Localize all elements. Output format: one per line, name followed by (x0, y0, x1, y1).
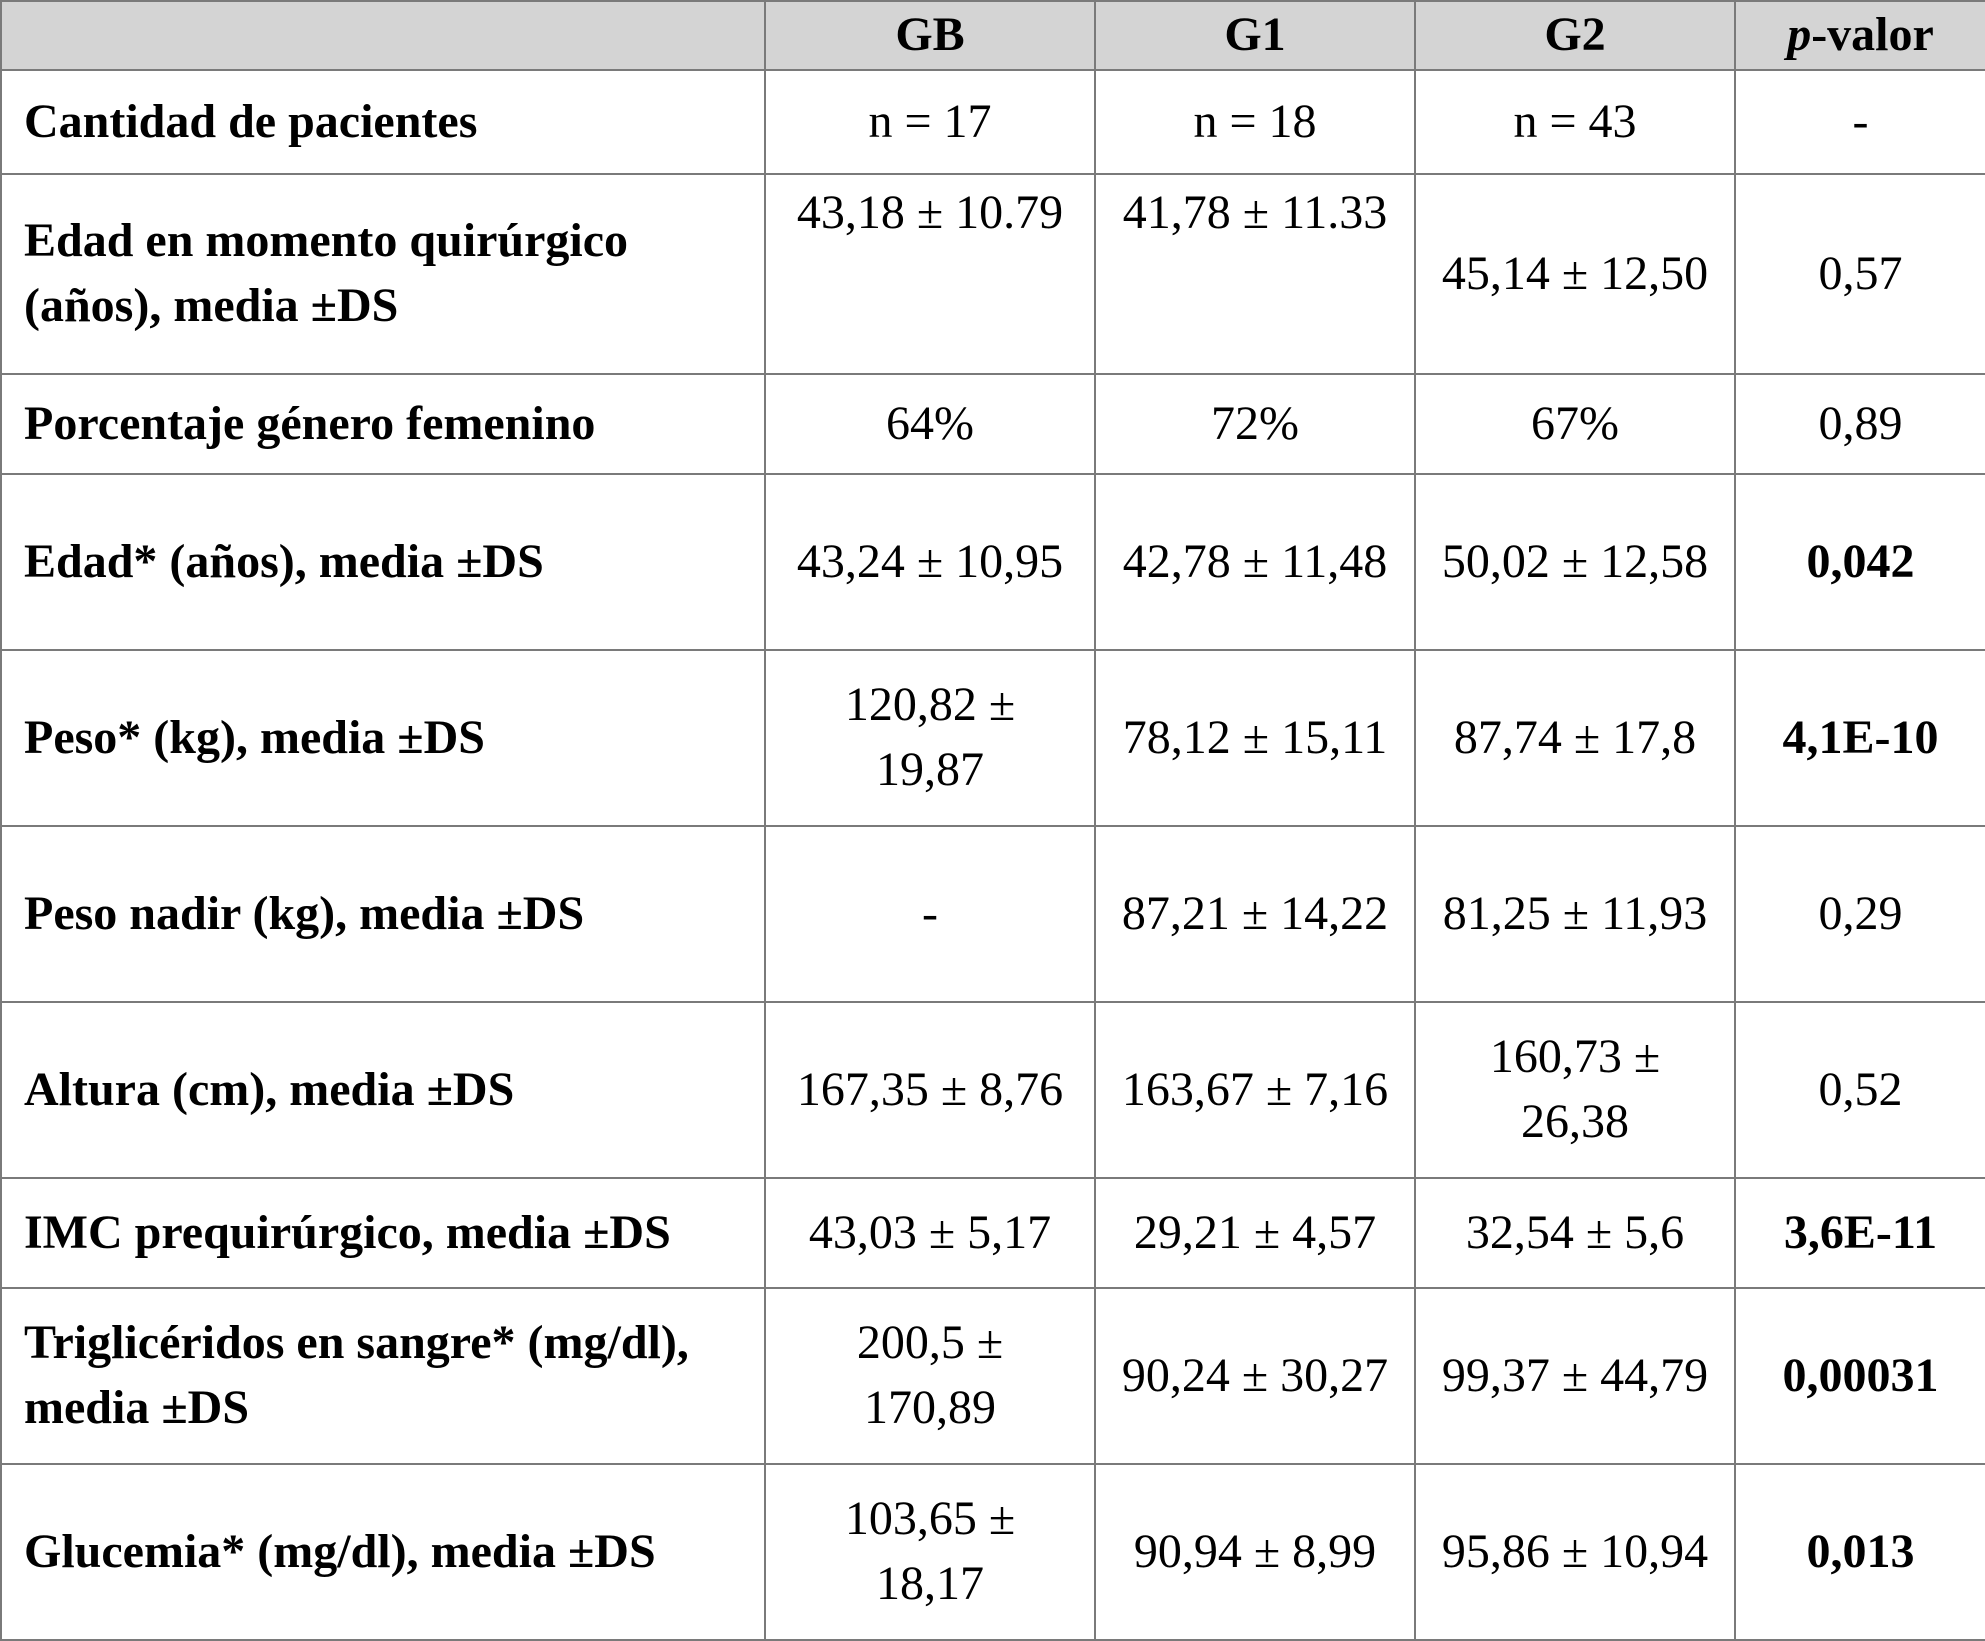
cell-g1: 163,67 ± 7,16 (1095, 1002, 1415, 1178)
table-row (1, 826, 1985, 1002)
header-row (1, 1, 1985, 70)
cell-g2: 50,02 ± 12,58 (1415, 474, 1735, 650)
cell-g2: n = 43 (1415, 70, 1735, 174)
table-row (1, 1002, 1985, 1178)
cell-g2: 95,86 ± 10,94 (1415, 1464, 1735, 1640)
row-label: Glucemia* (mg/dl), media ±DS (1, 1464, 765, 1640)
header-p-rest: -valor (1811, 8, 1934, 62)
cell-gb: 43,24 ± 10,95 (765, 474, 1095, 650)
table-row (1, 1288, 1985, 1464)
table-row (1, 1464, 1985, 1640)
cell-p-valor: 0,52 (1735, 1002, 1985, 1178)
cell-p-valor: 3,6E-11 (1735, 1178, 1985, 1288)
cell-g2: 81,25 ± 11,93 (1415, 826, 1735, 1002)
cell-gb: 64% (765, 374, 1095, 474)
cell-p-valor: 0,00031 (1735, 1288, 1985, 1464)
cell-p-valor: - (1735, 70, 1985, 174)
cell-g2: 67% (1415, 374, 1735, 474)
table-header (1, 1, 1985, 70)
header-blank-cell (1, 1, 765, 70)
cell-gb: 103,65 ± 18,17 (765, 1464, 1095, 1640)
row-label: Altura (cm), media ±DS (1, 1002, 765, 1178)
cell-g1: 29,21 ± 4,57 (1095, 1178, 1415, 1288)
header-g2: G2 (1415, 1, 1735, 70)
table-body (1, 70, 1985, 1640)
table-row (1, 474, 1985, 650)
table-row (1, 174, 1985, 374)
cell-gb: 120,82 ± 19,87 (765, 650, 1095, 826)
cell-gb: 200,5 ± 170,89 (765, 1288, 1095, 1464)
cell-g2: 160,73 ± 26,38 (1415, 1002, 1735, 1178)
cell-p-valor: 0,89 (1735, 374, 1985, 474)
cell-p-valor: 0,013 (1735, 1464, 1985, 1640)
header-p-italic: p (1787, 8, 1812, 62)
cell-g1: 41,78 ± 11.33 (1095, 174, 1415, 374)
cell-g2: 99,37 ± 44,79 (1415, 1288, 1735, 1464)
cell-g1: 87,21 ± 14,22 (1095, 826, 1415, 1002)
header-gb: GB (765, 1, 1095, 70)
cell-g1: 90,94 ± 8,99 (1095, 1464, 1415, 1640)
cell-gb: 167,35 ± 8,76 (765, 1002, 1095, 1178)
cell-g1: 78,12 ± 15,11 (1095, 650, 1415, 826)
cell-g2: 45,14 ± 12,50 (1415, 174, 1735, 374)
cell-g1: n = 18 (1095, 70, 1415, 174)
row-label: Peso* (kg), media ±DS (1, 650, 765, 826)
table-row (1, 374, 1985, 474)
cell-p-valor: 0,57 (1735, 174, 1985, 374)
cell-gb: - (765, 826, 1095, 1002)
cell-g2: 87,74 ± 17,8 (1415, 650, 1735, 826)
cell-p-valor: 4,1E-10 (1735, 650, 1985, 826)
table-row (1, 1178, 1985, 1288)
row-label: Edad en momento quirúrgico (años), media ±DS (1, 174, 765, 374)
row-label: Triglicéridos en sangre* (mg/dl), media ±DS (1, 1288, 765, 1464)
cell-g1: 42,78 ± 11,48 (1095, 474, 1415, 650)
cell-g1: 72% (1095, 374, 1415, 474)
cell-p-valor: 0,042 (1735, 474, 1985, 650)
cell-gb: 43,03 ± 5,17 (765, 1178, 1095, 1288)
cell-p-valor: 0,29 (1735, 826, 1985, 1002)
cell-g1: 90,24 ± 30,27 (1095, 1288, 1415, 1464)
cell-g2: 32,54 ± 5,6 (1415, 1178, 1735, 1288)
row-label: Cantidad de pacientes (1, 70, 765, 174)
header-p-valor (1735, 1, 1985, 70)
header-g1: G1 (1095, 1, 1415, 70)
row-label: Peso nadir (kg), media ±DS (1, 826, 765, 1002)
cell-gb: n = 17 (765, 70, 1095, 174)
table-row (1, 70, 1985, 174)
table-row (1, 650, 1985, 826)
row-label: IMC prequirúrgico, media ±DS (1, 1178, 765, 1288)
cell-gb: 43,18 ± 10.79 (765, 174, 1095, 374)
row-label: Edad* (años), media ±DS (1, 474, 765, 650)
row-label: Porcentaje género femenino (1, 374, 765, 474)
